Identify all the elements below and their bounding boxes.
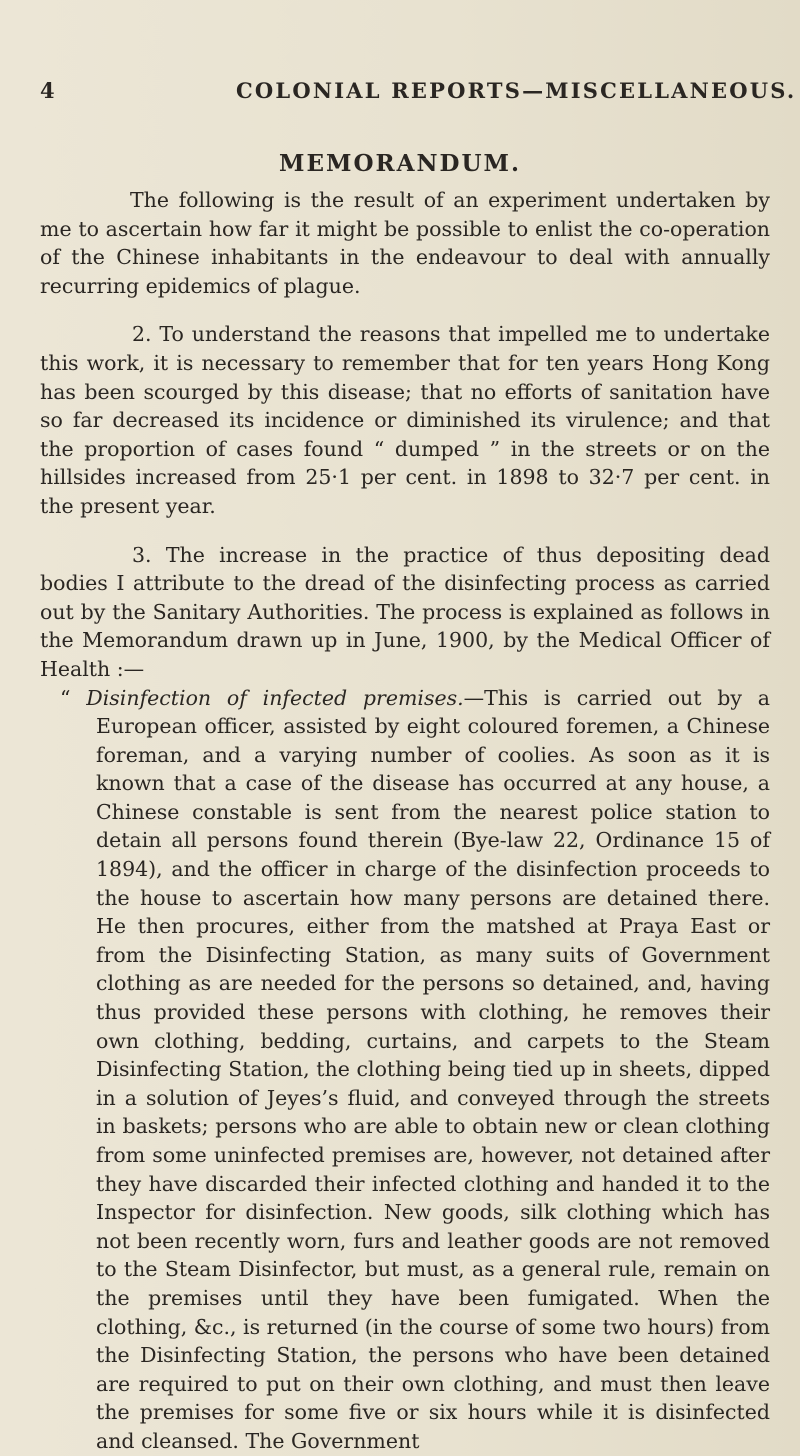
quote-heading: Disinfection of infected premises. (86, 685, 464, 710)
paragraph-2: 2. To understand the reasons that impelled me to undertake this work, it is necessary to remember that for ten years Hong Kong has been scourged by this disease; that no efforts of sanitation have so far decreased its incidence or diminished its virulence; and that the proportion of cases found “ dumped ” in the streets or on the hillsides increased from 25·1 per cent. in 1898 to 32·7 per cent. in the present year. (40, 322, 770, 518)
running-head-title: COLONIAL REPORTS—MISCELLANEOUS. (236, 78, 797, 103)
paragraph-1: The following is the result of an experiment undertaken by me to ascertain how far it might be possible to enlist the co-operation of the Chinese inhabitants in the endeavour to deal with annually recurring epidemics of plague. (40, 188, 770, 298)
page-number: 4 (40, 78, 56, 103)
paragraph-3: 3. The increase in the practice of thus depositing dead bodies I attribute to the dread of the disinfecting process as carried out by the Sanitary Authorities. The process is explained as follows in the Memorandum drawn up in June, 1900, by the Medical Officer of Health :— (40, 542, 770, 681)
quote-open-mark: “ (60, 685, 87, 710)
quoted-memorandum-extract (40, 684, 770, 1456)
running-head (40, 78, 797, 110)
quote-body: —This is carried out by a European officer, assisted by eight coloured foremen, a Chinese foreman, and a varying number of coolies. As soon as it is known that a case of the disease has occurred at any house, a Chinese constable is sent from the nearest police station to detain all persons found therein (Bye-law 22, Ordinance 15 of 1894), and the officer in charge of the disinfection proceeds to the house to ascertain how many persons are detained there. He then procures, either from the matshed at Praya East or from the Disinfecting Station, as many suits of Government clothing as are needed for the persons so detained, and, having thus provided these persons with clothing, he removes their own clothing, bedding, curtains, and carpets to the Steam Disinfecting Station, the clothing being tied up in sheets, dipped in a solution of Jeyes’s fluid, and conveyed through the streets in baskets; persons who are able to obtain new or clean clothing from some uninfected premises are, however, not detained after they have discarded their infected clothing and handed it to the Inspector for disinfection. New goods, silk clothing which has not been recently worn, furs and leather goods are not removed to the Steam Disinfector, but must, as a general rule, remain on the premises until they have been fumigated. When the clothing, &c., is returned (in the course of some two hours) from the Disinfecting Station, the persons who have been detained are required to put on their own clothing, and must then leave the premises for some five or six hours while it is disinfected and cleansed. The Government (96, 685, 771, 1453)
memorandum-title: MEMORANDUM. (279, 150, 521, 177)
memorandum-body (40, 186, 770, 1456)
